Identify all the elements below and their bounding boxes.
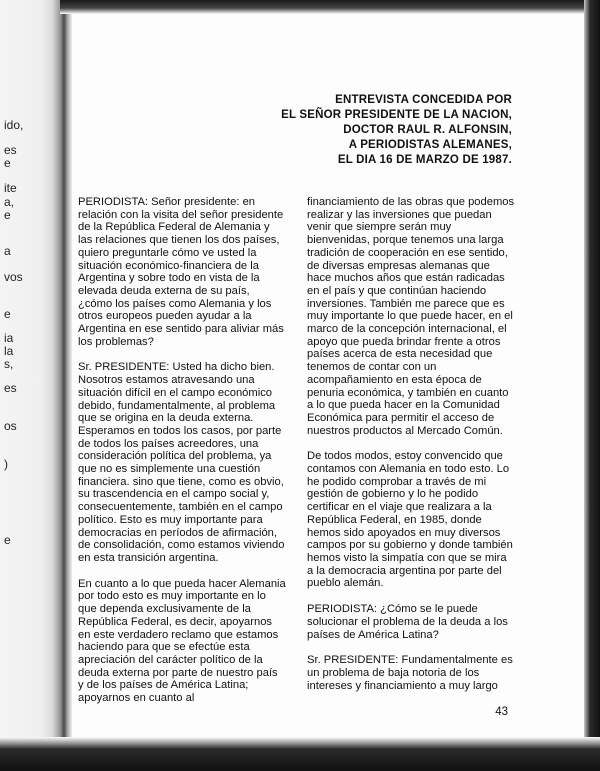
- paragraph: PERIODISTA: Señor presidente: en relación con la visita del señor presidente de la República Federal de Alemania y las relaciones que tienen los dos países, quiero preguntarle cómo ve usted la situación económico-financiera de la Argentina y sobre todo en vista de la elevada deuda externa de su país, ¿cómo los países como Alemania y los otros europeos pueden ayudar a la Argentina en ese sentido para aliviar más los problemas?: [78, 196, 284, 348]
- margin-fragment: e: [4, 208, 11, 222]
- heading-line: EL DIA 16 DE MARZO DE 1987.: [337, 154, 512, 166]
- margin-fragment: e: [4, 307, 11, 321]
- paragraph: PERIODISTA: ¿Cómo se le puede solucionar el problema de la deuda a los países de América Latina?: [307, 603, 508, 641]
- paragraph: Sr. PRESIDENTE: Usted ha dicho bien. Nosotros estamos atravesando una situación difícil en el campo económico debido, fundamentalmente, al problema que se origina en la deuda externa. Esperamos en todos los casos, por parte de todos los países acreedores, una consideración política del problema, ya que no es simplemente una cuestión financiera. sino que tiene, como es obvio, su trascendencia en el campo social y, consecuentemente, también en el campo político. Esto es muy importante para democracias en períodos de afirmación, de consolidación, como estamos viviendo en esta transición argentina.: [78, 361, 285, 564]
- margin-fragment: a,: [4, 195, 15, 209]
- heading-line: EL SEÑOR PRESIDENTE DE LA NACION,: [281, 109, 512, 121]
- heading-line: ENTREVISTA CONCEDIDA POR: [335, 94, 512, 106]
- margin-fragment: e: [4, 156, 11, 170]
- scan-right-edge: [584, 0, 600, 771]
- margin-fragment: la: [4, 344, 14, 358]
- margin-fragment: ite: [4, 181, 17, 195]
- page-number: 43: [495, 706, 508, 718]
- scan-bottom-edge: [0, 737, 600, 771]
- left-text-column: [78, 196, 286, 718]
- margin-fragment: e: [4, 533, 11, 547]
- right-text-column: [307, 196, 515, 705]
- margin-fragment: ia: [4, 331, 14, 345]
- heading-line: A PERIODISTAS ALEMANES,: [348, 139, 512, 151]
- paragraph: En cuanto a lo que pueda hacer Alemania por todo esto es muy importante en lo que dependa exclusivamente de la República Federal, es decir, apoyarnos en este verdadero reclamo que estamos haciendo para que se efectúe esta apreciación del carácter político de la deuda externa por parte de nuestro país y de los países de América Latina; apoyarnos en cuanto al: [78, 577, 286, 705]
- margin-fragment: a: [4, 244, 11, 258]
- margin-fragment: s,: [4, 357, 14, 371]
- margin-fragment: vos: [4, 270, 23, 284]
- interview-heading: [281, 93, 512, 168]
- scan-top-edge: [60, 0, 600, 14]
- margin-fragment: ): [4, 457, 8, 471]
- margin-fragment: ido,: [4, 118, 24, 132]
- margin-fragment: es: [4, 143, 17, 157]
- heading-line: DOCTOR RAUL R. ALFONSIN,: [343, 124, 512, 136]
- margin-fragment: os: [4, 419, 17, 433]
- paragraph: Sr. PRESIDENTE: Fundamentalmente es un problema de baja notoria de los intereses y financiamiento a muy largo: [307, 654, 513, 692]
- paragraph: De todos modos, estoy convencido que contamos con Alemania en todo esto. Lo he podido comprobar a través de mi gestión de gobierno y lo he podido certificar en el viaje que realizara a la República Federal, en 1985, donde hemos sido apoyados en muy diversos campos por su gobierno y donde también hemos visto la simpatía con que se mira a la democracia argentina por parte del pueblo alemán.: [307, 450, 513, 590]
- paragraph: financiamiento de las obras que podemos realizar y las inversiones que puedan venir que siempre serán muy bienvenidas, porque tenemos una larga tradición de cooperación en ese sentido, de diversas empresas alemanas que hace muchos años que están radicadas en el país y que continúan haciendo inversiones. También me parece que es muy importante lo que puede hacer, en el marco de la concepción internacional, el apoyo que pueda brindar frente a otros países acerca de esta necesidad que tenemos de contar con un acompañamiento en esta época de penuria económica, y también en cuanto a lo que pueda hacer en la Comunidad Económica para permitir el acceso de nuestros productos al Mercado Común.: [307, 196, 515, 437]
- margin-fragment: es: [4, 381, 17, 395]
